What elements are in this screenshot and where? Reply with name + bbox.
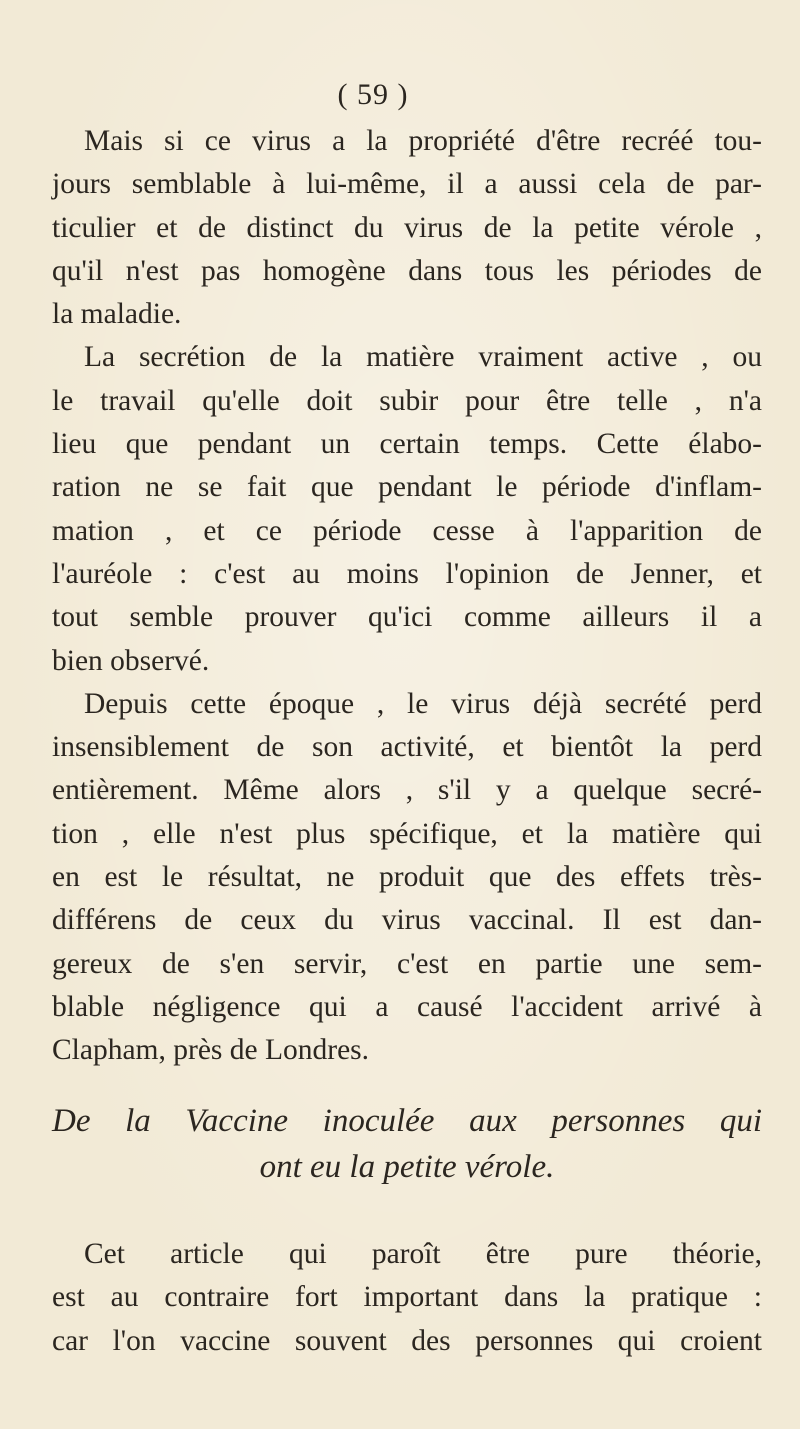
- text-line: Cet article qui paroît être pure théorie,: [84, 1238, 762, 1270]
- text-line: est au contraire fort important dans la pratique :: [52, 1281, 762, 1314]
- paragraph-1: [52, 120, 762, 336]
- heading-line-2: ont eu la petite vérole.: [259, 1149, 555, 1185]
- text-line: jours semblable à lui-même, il a aussi cela de par-: [52, 168, 762, 201]
- text-line: ticulier et de distinct du virus de la petite vérole ,: [52, 211, 762, 244]
- text-line: le travail qu'elle doit subir pour être telle , n'a: [52, 384, 762, 417]
- text-line: tout semble prouver qu'ici comme ailleurs il a: [52, 601, 762, 634]
- text-line: différens de ceux du virus vaccinal. Il est dan-: [52, 904, 762, 937]
- text-line: Mais si ce virus a la propriété d'être recréé tou-: [84, 125, 762, 157]
- paragraph-4: [52, 1233, 762, 1363]
- main-text: [52, 120, 762, 1073]
- text-line: bien observé.: [52, 644, 210, 677]
- text-line: gereux de s'en servir, c'est en partie une sem-: [52, 947, 762, 980]
- text-line: qu'il n'est pas homogène dans tous les périodes de: [52, 254, 762, 287]
- section-heading: [52, 1098, 762, 1190]
- text-line: ration ne se fait que pendant le période d'inflam-: [52, 471, 762, 504]
- paragraph-2: [52, 336, 762, 682]
- text-line: Clapham, près de Londres.: [52, 1034, 370, 1067]
- text-line: insensiblement de son activité, et bientôt la perd: [52, 731, 762, 764]
- text-line: tion , elle n'est plus spécifique, et la matière qui: [52, 817, 762, 850]
- text-line: en est le résultat, ne produit que des effets très-: [52, 861, 762, 894]
- section-text: [52, 1233, 762, 1363]
- page-number: ( 59 ): [337, 78, 409, 111]
- heading-line-1: De la Vaccine inoculée aux personnes qui: [52, 1103, 762, 1139]
- text-line: lieu que pendant un certain temps. Cette élabo-: [52, 428, 762, 461]
- text-line: l'auréole : c'est au moins l'opinion de Jenner, et: [52, 557, 762, 590]
- text-line: mation , et ce période cesse à l'apparition de: [52, 514, 762, 547]
- text-line: car l'on vaccine souvent des personnes qui croient: [52, 1324, 762, 1357]
- text-line: La secrétion de la matière vraiment active , ou: [84, 341, 762, 374]
- paragraph-3: [52, 683, 762, 1073]
- text-line: entièrement. Même alors , s'il y a quelque secré-: [52, 774, 762, 807]
- text-line: Depuis cette époque , le virus déjà secrété perd: [84, 687, 762, 720]
- text-line: la maladie.: [52, 298, 182, 331]
- text-line: blable négligence qui a causé l'accident arrivé à: [52, 990, 762, 1023]
